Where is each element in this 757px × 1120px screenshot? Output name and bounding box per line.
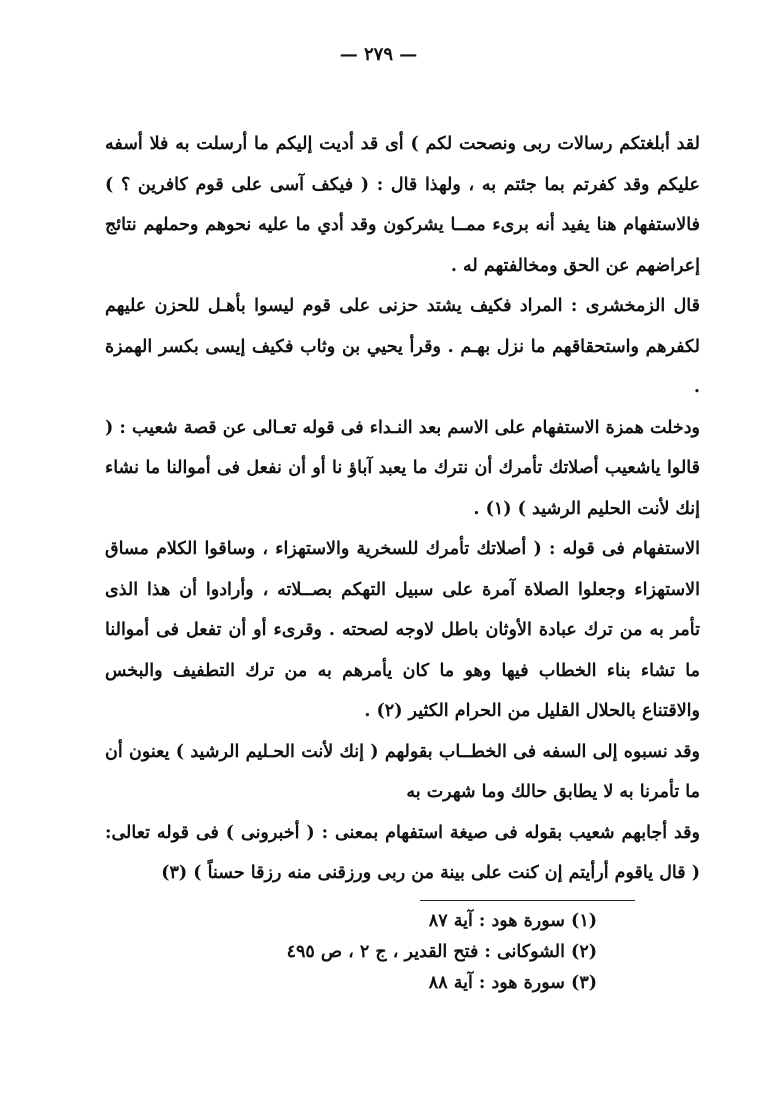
- page-number: — ٢٧٩ —: [339, 44, 418, 65]
- footnote-divider: [420, 900, 635, 901]
- main-text: [105, 124, 700, 894]
- paragraph: وقد أجابهم شعيب بقوله فى صيغة استفهام بمعنى : ( أخبرونى ) فى قوله تعالى: ( قال ياقوم أرأيتم إن كنت على بينة من ربى ورزقنى منه رزقا حسناً ) (٣): [105, 822, 700, 883]
- footnote: (٣) سورة هود : آية ٨٨: [428, 973, 597, 993]
- paragraph: لقد أبلغتكم رسالات ربى ونصحت لكم ) أى قد أديت إليكم ما أرسلت به فلا أسفه عليكم وقد كفرتم بما جئتم به ، ولهذا قال : ( فيكف آسى على قوم كافرين ؟ ) فالاستفهام هنا يفيد أنه برىء ممــا يشركون وقد أدي ما عليه نحوهم وحملهم نتائج إعراضهم عن الحق ومخالفتهم له .: [105, 134, 700, 276]
- paragraph: وقد نسبوه إلى السفه فى الخطــاب بقولهم ( إنك لأنت الحـليم الرشيد ) يعنون أن ما تأمرنا به لا يطابق حالك وما شهرت به: [105, 741, 700, 802]
- footnote: (٢) الشوكانى : فتح القدير ، ج ٢ ، ص ٤٩٥: [286, 942, 597, 962]
- paragraph: قال الزمخشرى : المراد فكيف يشتد حزنى على قوم ليسوا بأهـل للحزن عليهم لكفرهم واستحقاقهم ما نزل بهـم . وقرأ يحيي بن وثاب فكيف إيسى بكسر الهمزة .: [105, 296, 700, 397]
- paragraph: ودخلت همزة الاستفهام على الاسم بعد النـداء فى قوله تعـالى عن قصة شعيب : ( قالوا ياشعيب أصلاتك تأمرك أن نترك ما يعبد آباؤ نا أو أن نفعل فى أموالنا ما نشاء إنك لأنت الحليم الرشيد ) (١) .: [105, 417, 700, 519]
- footnotes: [287, 906, 597, 999]
- paragraph: الاستفهام فى قوله : ( أصلاتك تأمرك للسخرية والاستهزاء ، وساقوا الكلام مساق الاستهزاء وجعلوا الصلاة آمرة على سبيل التهكم بصــلاته ، وأرادوا أن هذا الذى تأمر به من ترك عبادة الأوثان باطل لاوجه لصحته . وقرىء أو أن تفعل فى أموالنا ما تشاء بناء الخطاب فيها وهو ما كان يأمرهم به من ترك التطفيف والبخس والاقتناع بالحلال القليل من الحرام الكثير (٢) .: [105, 539, 700, 721]
- footnote: (١) سورة هود : آية ٨٧: [428, 911, 597, 931]
